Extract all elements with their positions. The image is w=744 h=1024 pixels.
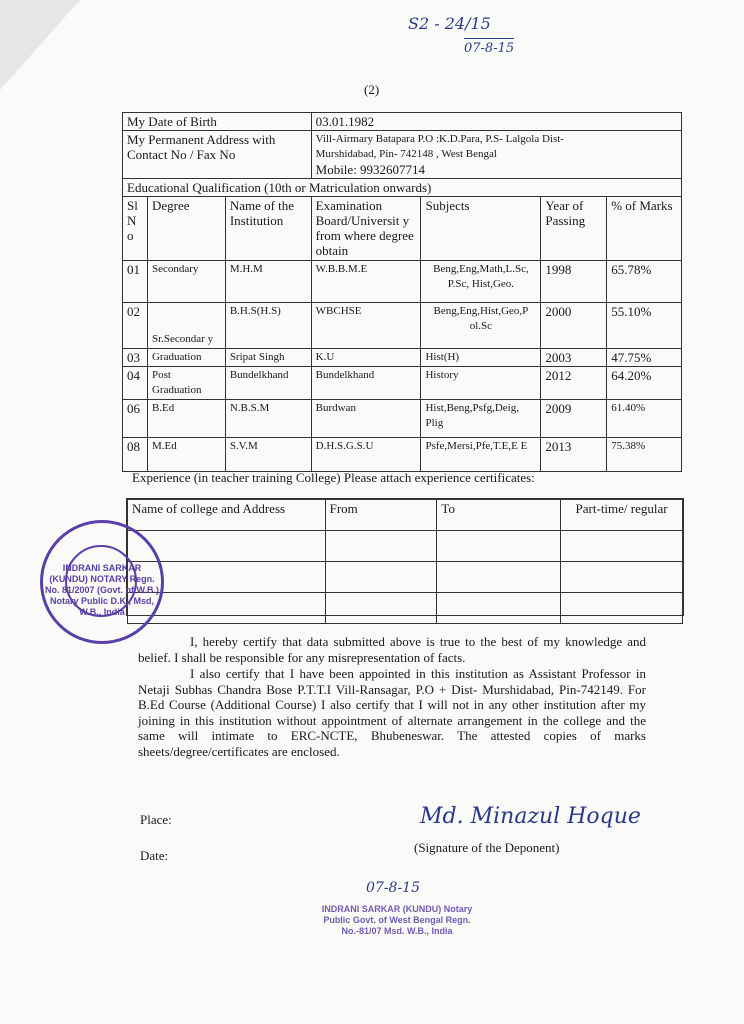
table-row (123, 261, 682, 303)
cell-subjects: Beng,Eng,Math,L.Sc, P.Sc, Hist,Geo. (421, 261, 541, 303)
cell-institution: B.H.S(H.S) (225, 303, 311, 349)
cell-institution: S.V.M (225, 438, 311, 472)
empty-cell (561, 593, 683, 624)
experience-header-row (128, 500, 683, 531)
table-row (123, 349, 682, 367)
cell-year: 2012 (541, 367, 607, 400)
header-subjects: Subjects (421, 197, 541, 261)
handwritten-reference: S2 - 24/15 (408, 14, 491, 33)
empty-cell (437, 531, 561, 562)
cell-degree: B.Ed (147, 400, 225, 438)
handwritten-date-top: 07-8-15 (464, 38, 514, 56)
header-year: Year of Passing (541, 197, 607, 261)
cell-year: 2013 (541, 438, 607, 472)
cell-board: D.H.S.G.S.U (311, 438, 421, 472)
handwritten-notary-date: 07-8-15 (366, 880, 420, 896)
cell-subjects: Beng,Eng,Hist,Geo,P ol.Sc (421, 303, 541, 349)
place-label: Place: (140, 812, 172, 827)
cell-board: Burdwan (311, 400, 421, 438)
cell-institution: N.B.S.M (225, 400, 311, 438)
address-line-2: Murshidabad, Pin- 742148 , West Bengal (315, 148, 497, 160)
address-line-1: Vill-Airmary Batapara P.O :K.D.Para, P.S- Lalgola Dist- (315, 133, 564, 145)
declaration-paragraph-2: I also certify that I have been appointed in this institution as Assistant Professor in Netaji Subhas Chandra Bose P.T.T.I Vill-Ransagar, P.O + Dist- Murshidabad, Pin-742149. For B.Ed Course (Additional Course) I also certify that I will not in any other institution after my joining in this institution without appointment of alternate arrangement in the college and the same will intimate to ERC-NCTE, Bhubeneswar. The attested copies of marks sheets/degree/certificates are enclosed. (138, 666, 646, 759)
folded-corner (0, 0, 80, 90)
cell-marks: 75.38% (607, 438, 682, 472)
cell-degree: Sr.Secondar y (147, 303, 225, 349)
table-row (123, 438, 682, 472)
cell-institution: Bundelkhand (225, 367, 311, 400)
experience-title: Experience (in teacher training College) Please attach experience certificates: (132, 470, 535, 485)
cell-sl: 08 (123, 438, 148, 472)
details-table (122, 112, 682, 472)
dob-row (123, 113, 682, 131)
header-college: Name of college and Address (128, 500, 326, 531)
education-title-row (123, 179, 682, 197)
header-institution: Name of the Institution (225, 197, 311, 261)
page-number: (2) (364, 82, 380, 97)
table-row (123, 367, 682, 400)
table-row (123, 303, 682, 349)
signature-caption: (Signature of the Deponent) (414, 840, 560, 855)
cell-year: 2000 (541, 303, 607, 349)
header-degree: Degree (147, 197, 225, 261)
table-row (128, 593, 683, 624)
date-label: Date: (140, 848, 169, 863)
cell-subjects: Hist,Beng,Psfg,Deig, Plig (421, 400, 541, 438)
empty-cell (437, 562, 561, 593)
empty-cell (325, 531, 437, 562)
header-to: To (437, 500, 561, 531)
cell-subjects: Psfe,Mersi,Pfe,T.E,E E (421, 438, 541, 472)
cell-sl: 06 (123, 400, 148, 438)
header-marks: % of Marks (607, 197, 682, 261)
cell-marks: 47.75% (607, 349, 682, 367)
notary-seal-stamp (40, 520, 164, 644)
header-from: From (325, 500, 437, 531)
address-row (123, 131, 682, 179)
cell-board: Bundelkhand (311, 367, 421, 400)
empty-cell (325, 562, 437, 593)
address-label: My Permanent Address with Contact No / Fax No (123, 131, 312, 179)
cell-sl: 04 (123, 367, 148, 400)
address-line-3: Mobile: 9932607714 (315, 162, 426, 177)
dob-value: 03.01.1982 (311, 113, 681, 131)
cell-sl: 01 (123, 261, 148, 303)
education-header-row (123, 197, 682, 261)
table-row (123, 400, 682, 438)
header-type: Part-time/ regular (561, 500, 683, 531)
empty-cell (561, 562, 683, 593)
cell-marks: 61.40% (607, 400, 682, 438)
empty-cell (325, 593, 437, 624)
empty-cell (437, 593, 561, 624)
declaration-paragraph-1: I, hereby certify that data submitted above is true to the best of my knowledge and belief. I shall be responsible for any misrepresentation of facts. (138, 634, 646, 665)
cell-board: W.B.B.M.E (311, 261, 421, 303)
cell-degree: M.Ed (147, 438, 225, 472)
cell-institution: M.H.M (225, 261, 311, 303)
table-row (128, 562, 683, 593)
cell-degree: Secondary (147, 261, 225, 303)
cell-year: 2003 (541, 349, 607, 367)
cell-sl: 03 (123, 349, 148, 367)
cell-subjects: History (421, 367, 541, 400)
dob-label: My Date of Birth (123, 113, 312, 131)
cell-year: 2009 (541, 400, 607, 438)
cell-degree: Post Graduation (147, 367, 225, 400)
cell-marks: 55.10% (607, 303, 682, 349)
cell-marks: 64.20% (607, 367, 682, 400)
cell-degree: Graduation (147, 349, 225, 367)
cell-institution: Sripat Singh (225, 349, 311, 367)
experience-table (126, 498, 684, 616)
cell-board: WBCHSE (311, 303, 421, 349)
cell-subjects: Hist(H) (421, 349, 541, 367)
cell-board: K.U (311, 349, 421, 367)
handwritten-signature: Md. Minazul Hoque (420, 804, 641, 829)
empty-cell (561, 531, 683, 562)
address-value (311, 131, 681, 179)
cell-sl: 02 (123, 303, 148, 349)
cell-marks: 65.78% (607, 261, 682, 303)
header-board: Examination Board/Universit y from where degree obtain (311, 197, 421, 261)
cell-year: 1998 (541, 261, 607, 303)
table-row (128, 531, 683, 562)
seal-text: INDRANI SARKAR (KUNDU) NOTARY Regn. No. 81/2007 (Govt. of W.B.) Notary Public D.K., Msd, W.B., India (44, 563, 160, 617)
notary-rectangular-stamp: INDRANI SARKAR (KUNDU) Notary Public Govt. of West Bengal Regn. No.-81/07 Msd. W.B., India (321, 904, 473, 936)
header-sl: Sl N o (123, 197, 148, 261)
education-title: Educational Qualification (10th or Matriculation onwards) (123, 179, 682, 197)
